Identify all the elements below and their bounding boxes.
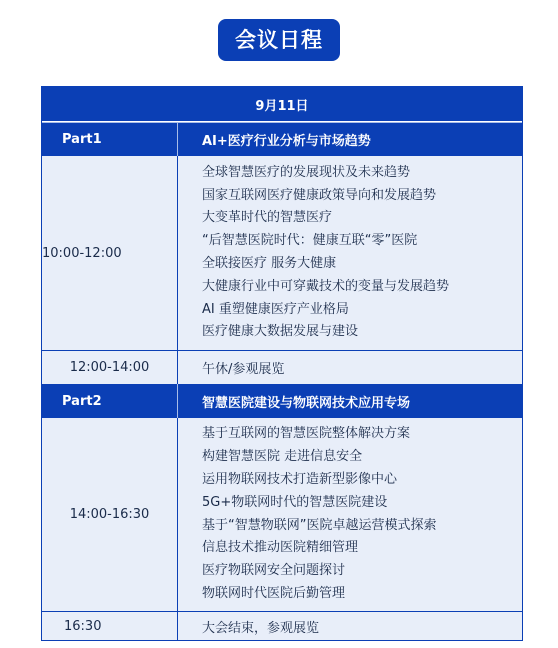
title-wrap [0,19,558,61]
list-item: 医疗健康大数据发展与建设 [202,324,359,340]
closing-text: 大会结束，参观展览 [202,620,320,636]
list-item: 国家互联网医疗健康政策导向和发展趋势 [202,187,437,203]
list-item: 医疗物联网安全问题探讨 [202,563,346,579]
part1-header [42,122,522,156]
closing-time: 16:30 [64,618,102,634]
part1-topics [178,156,522,350]
part2-topics [178,418,522,611]
date-label: 9月11日 [255,98,309,114]
list-item: AI 重塑健康医疗产业格局 [202,301,349,317]
list-item: 信息技术推动医院精细管理 [202,540,359,556]
lunch-text: 午休/参观展览 [202,362,285,377]
part1-time: 10:00-12:00 [42,245,122,261]
lunch-time-cell [42,351,178,384]
list-item: “后智慧医院时代：健康互联“零”医院 [202,233,418,249]
page-title: 会议日程 [218,19,340,61]
list-item: 运用物联网技术打造新型影像中心 [202,471,398,487]
lunch-time: 12:00-14:00 [69,360,150,375]
list-item: 构建智慧医院 走进信息安全 [202,449,363,465]
list-item: 物联网时代医院后勤管理 [202,585,346,601]
part2-label: Part2 [42,384,178,418]
part2-session [42,418,522,611]
list-item: 5G+物联网时代的智慧医院建设 [202,494,388,510]
part2-time: 14:00-16:30 [69,507,150,522]
list-item: 全联接医疗 服务大健康 [202,256,337,271]
closing-row [42,611,522,640]
list-item: 大健康行业中可穿戴技术的变量与发展趋势 [202,278,450,294]
list-item: 全球智慧医疗的发展现状及未来趋势 [202,164,411,180]
part2-time-cell [42,418,178,611]
date-header [42,87,522,121]
part1-title: AI+医疗行业分析与市场趋势 [202,134,371,149]
schedule-table [41,86,523,641]
list-item: 基于互联网的智慧医院整体解决方案 [202,426,411,442]
list-item: 大变革时代的智慧医疗 [202,210,333,226]
part1-session [42,156,522,350]
closing-time-cell [42,612,178,640]
part2-header [42,384,522,418]
part1-label: Part1 [42,123,178,156]
list-item: 基于“智慧物联网”医院卓越运营模式探索 [202,517,437,533]
part1-time-cell [42,156,178,350]
part2-title: 智慧医院建设与物联网技术应用专场 [202,395,411,411]
lunch-row [42,350,522,384]
